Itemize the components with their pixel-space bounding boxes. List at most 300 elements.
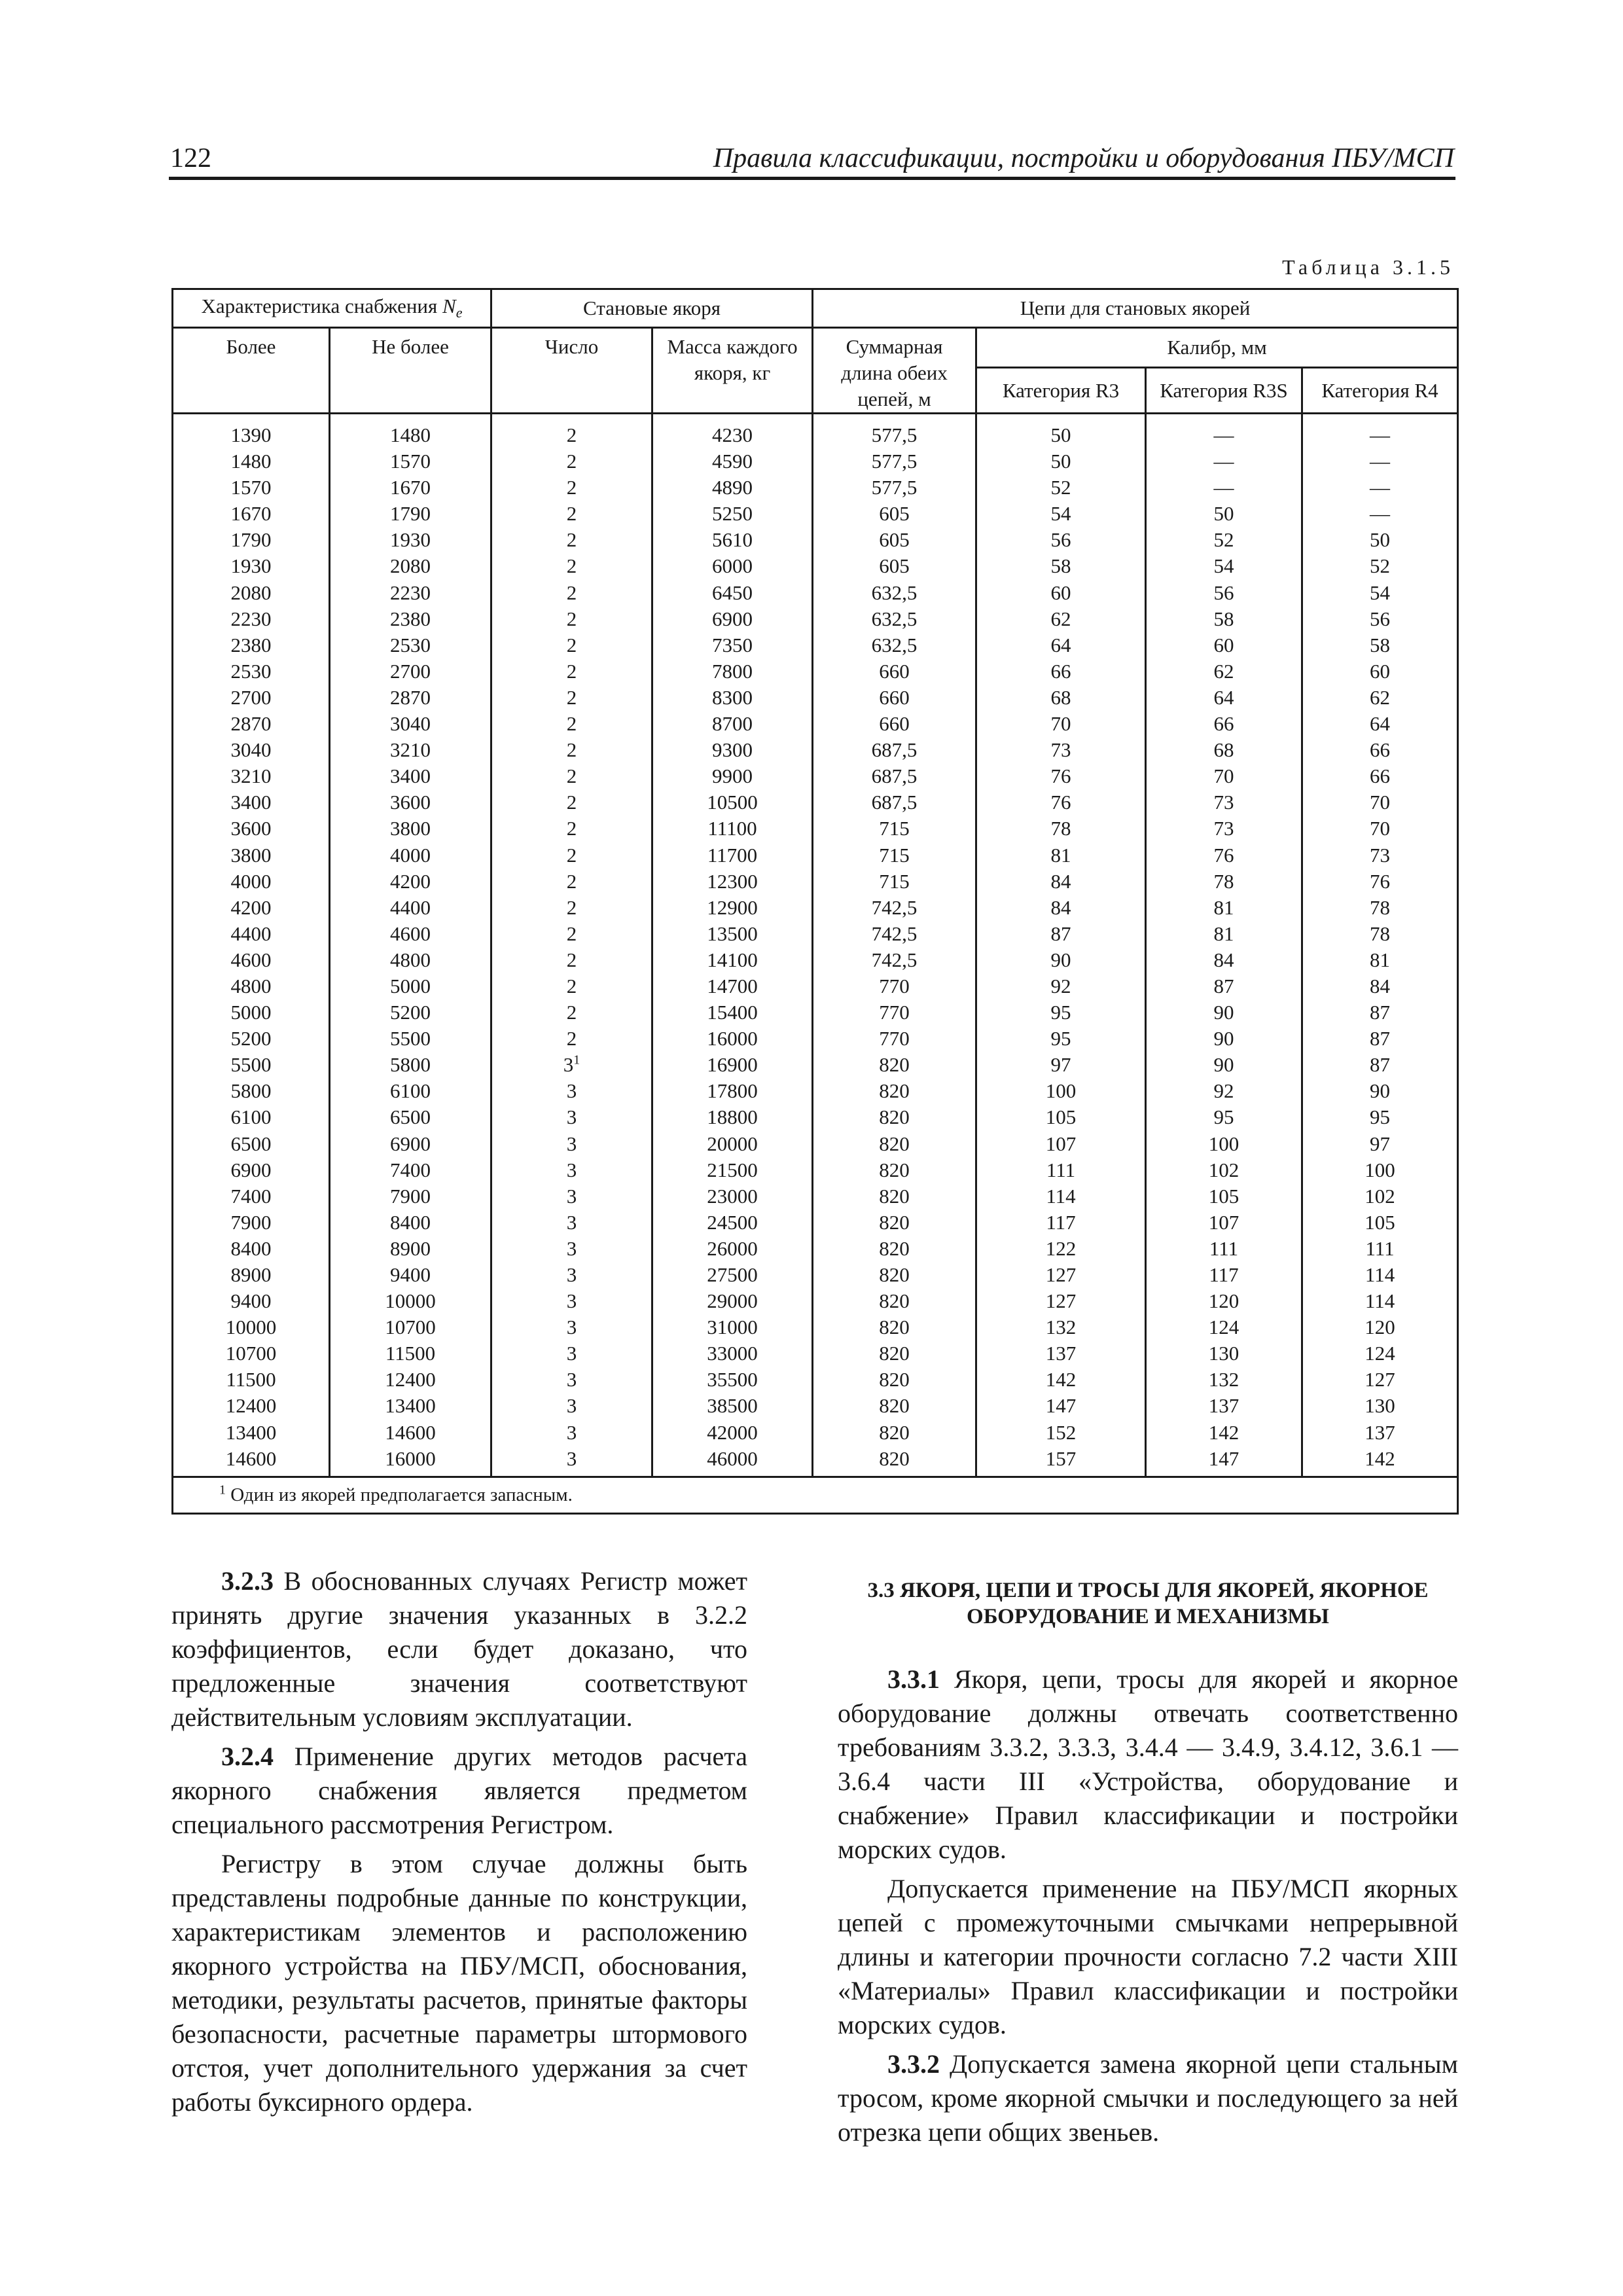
table-cell: 12900 — [652, 895, 813, 921]
table-row — [173, 1157, 1458, 1183]
table-cell: 2 — [491, 895, 652, 921]
table-cell: 16000 — [330, 1446, 491, 1477]
table-cell: 24500 — [652, 1210, 813, 1236]
paragraph-chain-links: Допускается применение на ПБУ/МСП якорных цепей с промежуточными смычками непрерывной длины и категории прочности согласно 7.2 части XIII «Материалы» Правил классификации и постройки морских судов. — [838, 1874, 1458, 2039]
table-cell: 4800 — [330, 947, 491, 973]
table-cell: 1480 — [330, 414, 491, 449]
table-cell: 1670 — [330, 475, 491, 501]
table-cell: 5500 — [173, 1052, 330, 1078]
table-cell: 70 — [1146, 763, 1302, 789]
table-row — [173, 1446, 1458, 1477]
table-row — [173, 842, 1458, 869]
table-cell: 66 — [976, 658, 1146, 685]
table-cell: 111 — [1302, 1236, 1458, 1262]
table-row — [173, 414, 1458, 449]
table-cell: 660 — [813, 711, 976, 737]
table-cell: 50 — [1302, 527, 1458, 553]
table-cell: 4590 — [652, 448, 813, 475]
table-cell: 33000 — [652, 1340, 813, 1367]
table-row — [173, 999, 1458, 1026]
table-cell: 68 — [1146, 737, 1302, 763]
table-cell: 2700 — [173, 685, 330, 711]
page-number: 122 — [170, 143, 211, 173]
table-cell: 2230 — [330, 580, 491, 606]
table-row — [173, 553, 1458, 579]
table-cell: 95 — [1146, 1104, 1302, 1130]
table-cell: 97 — [976, 1052, 1146, 1078]
header-r3: Категория R3 — [976, 368, 1146, 414]
table-cell: 87 — [1146, 973, 1302, 999]
running-title: Правила классификации, постройки и оборудования ПБУ/МСП — [713, 143, 1454, 173]
table-cell: 73 — [976, 737, 1146, 763]
table-cell: 64 — [976, 632, 1146, 658]
table-cell: 742,5 — [813, 895, 976, 921]
table-cell: 1930 — [173, 553, 330, 579]
table-cell: 632,5 — [813, 580, 976, 606]
table-cell: 95 — [1302, 1104, 1458, 1130]
table-cell: 8900 — [173, 1262, 330, 1288]
table-row — [173, 1420, 1458, 1446]
table-cell: 147 — [976, 1393, 1146, 1419]
table-row — [173, 1052, 1458, 1078]
table-cell: 117 — [976, 1210, 1146, 1236]
table-cell: 50 — [976, 414, 1146, 449]
table-row — [173, 606, 1458, 632]
table-cell: 2 — [491, 606, 652, 632]
table-cell: 4800 — [173, 973, 330, 999]
table-cell: 3 — [491, 1393, 652, 1419]
table-cell: 820 — [813, 1183, 976, 1210]
table-cell: 66 — [1146, 711, 1302, 737]
table-cell: 3 — [491, 1183, 652, 1210]
table-cell: 3210 — [173, 763, 330, 789]
table-cell: 56 — [976, 527, 1146, 553]
table-cell: 715 — [813, 842, 976, 869]
table-cell: 127 — [976, 1288, 1146, 1314]
table-cell: 820 — [813, 1314, 976, 1340]
table-cell: 84 — [976, 895, 1146, 921]
table-cell: 35500 — [652, 1367, 813, 1393]
table-cell: $3^1$ — [491, 1052, 652, 1078]
table-cell: 770 — [813, 999, 976, 1026]
table-cell: 6900 — [652, 606, 813, 632]
table-cell: 73 — [1146, 816, 1302, 842]
table-cell: 632,5 — [813, 632, 976, 658]
paragraph-3-2-4: 3.2.4 Применение других методов расчета якорного снабжения является предметом специального рассмотрения Регистром. — [171, 1742, 747, 1839]
table-cell: 16900 — [652, 1052, 813, 1078]
table-cell: 2 — [491, 947, 652, 973]
table-cell: 3 — [491, 1078, 652, 1104]
table-cell: 3 — [491, 1210, 652, 1236]
table-cell: 820 — [813, 1288, 976, 1314]
table-cell: 14600 — [330, 1420, 491, 1446]
table-cell: 6000 — [652, 553, 813, 579]
table-cell: 90 — [1302, 1078, 1458, 1104]
table-cell: 15400 — [652, 999, 813, 1026]
table-row — [173, 1262, 1458, 1288]
table-cell: 13500 — [652, 921, 813, 947]
table-cell: 84 — [976, 869, 1146, 895]
table-cell: 2 — [491, 973, 652, 999]
table-cell: 6100 — [330, 1078, 491, 1104]
table-cell: 16000 — [652, 1026, 813, 1052]
table-cell: 137 — [1302, 1420, 1458, 1446]
table-cell: 2 — [491, 869, 652, 895]
table-cell: 50 — [976, 448, 1146, 475]
table-cell: 577,5 — [813, 475, 976, 501]
table-cell: 715 — [813, 816, 976, 842]
table-cell: 742,5 — [813, 921, 976, 947]
table-cell: 605 — [813, 553, 976, 579]
table-cell: 3210 — [330, 737, 491, 763]
table-cell: 2 — [491, 632, 652, 658]
table-cell: 10000 — [173, 1314, 330, 1340]
table-row — [173, 685, 1458, 711]
table-cell: 2 — [491, 448, 652, 475]
table-cell: 142 — [1302, 1446, 1458, 1477]
table-cell: 632,5 — [813, 606, 976, 632]
table-cell: 52 — [1146, 527, 1302, 553]
table-row — [173, 501, 1458, 527]
table-cell: 11100 — [652, 816, 813, 842]
table-cell: 3 — [491, 1131, 652, 1157]
table-cell: 114 — [1302, 1288, 1458, 1314]
table-cell: 56 — [1302, 606, 1458, 632]
table-cell: 73 — [1302, 842, 1458, 869]
header-more-than: Более — [173, 328, 330, 414]
paragraph-3-3-1: 3.3.1 Якоря, цепи, тросы для якорей и якорное оборудование должны отвечать соответственно требованиям 3.3.2, 3.3.3, 3.4.4 — 3.4.9, 3.4.12, 3.6.1 — 3.6.4 части III «Устройства, оборудование и снабжение» Правил классификации и постройки морских судов. — [838, 1664, 1458, 1864]
table-row — [173, 816, 1458, 842]
header-mass: Масса каждого якоря, кг — [652, 328, 813, 414]
table-cell: 2 — [491, 580, 652, 606]
table-cell: 76 — [1146, 842, 1302, 869]
table-row — [173, 475, 1458, 501]
table-footnote: $^1$ Один из якорей предполагается запасным. — [173, 1477, 1458, 1513]
table-cell: 23000 — [652, 1183, 813, 1210]
table-cell: 84 — [1302, 973, 1458, 999]
table-cell: 90 — [1146, 1052, 1302, 1078]
table-row — [173, 921, 1458, 947]
table-cell: 152 — [976, 1420, 1146, 1446]
table-cell: 4200 — [330, 869, 491, 895]
table-cell: 157 — [976, 1446, 1146, 1477]
table-cell: 6100 — [173, 1104, 330, 1130]
table-cell: 9400 — [330, 1262, 491, 1288]
table-row — [173, 711, 1458, 737]
table-cell: 2 — [491, 763, 652, 789]
table-cell: 10700 — [330, 1314, 491, 1340]
table-cell: 820 — [813, 1078, 976, 1104]
table-cell: 820 — [813, 1052, 976, 1078]
table-cell: 3 — [491, 1340, 652, 1367]
table-cell: 577,5 — [813, 414, 976, 449]
table-cell: 70 — [1302, 789, 1458, 816]
table-cell: 3600 — [173, 816, 330, 842]
table-cell: 14100 — [652, 947, 813, 973]
table-cell: 820 — [813, 1236, 976, 1262]
table-cell: 2530 — [330, 632, 491, 658]
table-cell: 76 — [976, 763, 1146, 789]
table-cell: 137 — [976, 1340, 1146, 1367]
table-row — [173, 1288, 1458, 1314]
table-cell: 127 — [976, 1262, 1146, 1288]
table-cell: 3800 — [173, 842, 330, 869]
table-cell: 660 — [813, 685, 976, 711]
table-cell: 2870 — [330, 685, 491, 711]
table-cell: 2 — [491, 553, 652, 579]
table-cell: 820 — [813, 1367, 976, 1393]
table-cell: 29000 — [652, 1288, 813, 1314]
table-cell: 66 — [1302, 737, 1458, 763]
table-cell: 1480 — [173, 448, 330, 475]
table-cell: 147 — [1146, 1446, 1302, 1477]
table-cell: 7800 — [652, 658, 813, 685]
table-cell: 820 — [813, 1210, 976, 1236]
table-cell: 105 — [1302, 1210, 1458, 1236]
table-cell: 87 — [1302, 1026, 1458, 1052]
table-cell: 58 — [1302, 632, 1458, 658]
table-row — [173, 973, 1458, 999]
table-cell: 78 — [976, 816, 1146, 842]
table-cell: 62 — [1146, 658, 1302, 685]
table-cell: 14600 — [173, 1446, 330, 1477]
table-cell: 10500 — [652, 789, 813, 816]
table-cell: 70 — [1302, 816, 1458, 842]
table-cell: 42000 — [652, 1420, 813, 1446]
table-cell: 18800 — [652, 1104, 813, 1130]
table-cell: 3600 — [330, 789, 491, 816]
table-cell: 820 — [813, 1393, 976, 1419]
table-row — [173, 448, 1458, 475]
table-cell: 5800 — [173, 1078, 330, 1104]
table-cell: 2 — [491, 842, 652, 869]
table-cell: 1930 — [330, 527, 491, 553]
table-cell: 132 — [976, 1314, 1146, 1340]
table-cell: 687,5 — [813, 763, 976, 789]
table-cell: 820 — [813, 1104, 976, 1130]
table-cell: 107 — [976, 1131, 1146, 1157]
table-row — [173, 1131, 1458, 1157]
table-cell: 687,5 — [813, 737, 976, 763]
header-chains: Цепи для становых якорей — [813, 289, 1458, 328]
table-cell: 5000 — [173, 999, 330, 1026]
table-cell: 92 — [1146, 1078, 1302, 1104]
table-cell: 2 — [491, 527, 652, 553]
table-row — [173, 763, 1458, 789]
table-cell: 3 — [491, 1157, 652, 1183]
table-cell: 577,5 — [813, 448, 976, 475]
table-cell: 12400 — [173, 1393, 330, 1419]
table-cell: 92 — [976, 973, 1146, 999]
table-cell: 4000 — [330, 842, 491, 869]
table-cell: 58 — [976, 553, 1146, 579]
table-cell: 10700 — [173, 1340, 330, 1367]
table-cell: 102 — [1146, 1157, 1302, 1183]
table-row — [173, 1367, 1458, 1393]
table-cell: 132 — [1146, 1367, 1302, 1393]
table-cell: 1670 — [173, 501, 330, 527]
table-row — [173, 1314, 1458, 1340]
table-cell: 100 — [1146, 1131, 1302, 1157]
table-cell: 142 — [1146, 1420, 1302, 1446]
header-chain-length: Суммарная длина обеих цепей, м — [813, 328, 976, 414]
paragraph-3-2-3: 3.2.3 В обоснованных случаях Регистр может принять другие значения указанных в 3.2.2 коэффициентов, если будет доказано, что предложенные значения соответствуют действительным условиям эксплуатации. — [171, 1566, 747, 1732]
table-cell: 62 — [976, 606, 1146, 632]
table-cell: 770 — [813, 973, 976, 999]
table-cell: 715 — [813, 869, 976, 895]
table-row — [173, 580, 1458, 606]
table-cell: 660 — [813, 658, 976, 685]
table-cell: 820 — [813, 1262, 976, 1288]
table-cell: — — [1146, 475, 1302, 501]
table-row — [173, 789, 1458, 816]
table-cell: 2 — [491, 737, 652, 763]
table-cell: 13400 — [173, 1420, 330, 1446]
table-cell: 4400 — [173, 921, 330, 947]
table-cell: 50 — [1146, 501, 1302, 527]
table-cell: 95 — [976, 1026, 1146, 1052]
table-cell: 68 — [976, 685, 1146, 711]
table-cell: 142 — [976, 1367, 1146, 1393]
table-cell: 3 — [491, 1420, 652, 1446]
table-cell: 3 — [491, 1314, 652, 1340]
table-cell: 3400 — [173, 789, 330, 816]
table-cell: 2 — [491, 789, 652, 816]
table-cell: 605 — [813, 501, 976, 527]
table-cell: 11500 — [173, 1367, 330, 1393]
table-cell: 3040 — [330, 711, 491, 737]
table-cell: 100 — [976, 1078, 1146, 1104]
table-row — [173, 527, 1458, 553]
table-cell: 12300 — [652, 869, 813, 895]
table-cell: 687,5 — [813, 789, 976, 816]
table-cell: 742,5 — [813, 947, 976, 973]
table-row — [173, 1026, 1458, 1052]
table-cell: 2 — [491, 658, 652, 685]
table-cell: 87 — [976, 921, 1146, 947]
table-cell: 2 — [491, 501, 652, 527]
table-cell: 78 — [1302, 895, 1458, 921]
table-cell: 124 — [1302, 1340, 1458, 1367]
table-cell: 5200 — [330, 999, 491, 1026]
table-cell: 3040 — [173, 737, 330, 763]
table-cell: 105 — [976, 1104, 1146, 1130]
table-cell: 122 — [976, 1236, 1146, 1262]
table-cell: 6450 — [652, 580, 813, 606]
table-cell: 1570 — [330, 448, 491, 475]
table-cell: 5200 — [173, 1026, 330, 1052]
table-cell: 17800 — [652, 1078, 813, 1104]
table-row — [173, 632, 1458, 658]
table-row — [173, 1340, 1458, 1367]
table-cell: 2 — [491, 999, 652, 1026]
table-cell: 81 — [1302, 947, 1458, 973]
table-body — [173, 414, 1458, 1477]
table-cell: 14700 — [652, 973, 813, 999]
table-cell: 3800 — [330, 816, 491, 842]
table-cell: 78 — [1146, 869, 1302, 895]
table-cell: 5800 — [330, 1052, 491, 1078]
table-cell: 137 — [1146, 1393, 1302, 1419]
table-cell: 4600 — [173, 947, 330, 973]
table-cell: 102 — [1302, 1183, 1458, 1210]
table-row — [173, 1236, 1458, 1262]
table-cell: 84 — [1146, 947, 1302, 973]
table-cell: 9900 — [652, 763, 813, 789]
table-cell: 21500 — [652, 1157, 813, 1183]
table-cell: — — [1302, 414, 1458, 449]
table-cell: 12400 — [330, 1367, 491, 1393]
table-cell: 97 — [1302, 1131, 1458, 1157]
table-cell: 820 — [813, 1420, 976, 1446]
table-cell: 81 — [1146, 895, 1302, 921]
table-row — [173, 1210, 1458, 1236]
table-cell: 105 — [1146, 1183, 1302, 1210]
table-cell: 87 — [1302, 999, 1458, 1026]
table-cell: 9300 — [652, 737, 813, 763]
table-cell: 2230 — [173, 606, 330, 632]
table-cell: 8400 — [330, 1210, 491, 1236]
table-cell: 27500 — [652, 1262, 813, 1288]
table-cell: 107 — [1146, 1210, 1302, 1236]
table-cell: 76 — [976, 789, 1146, 816]
table-cell: 2080 — [173, 580, 330, 606]
table-cell: 4000 — [173, 869, 330, 895]
table-cell: 120 — [1146, 1288, 1302, 1314]
table-cell: 5500 — [330, 1026, 491, 1052]
table-cell: 2 — [491, 1026, 652, 1052]
table-row — [173, 737, 1458, 763]
table-cell: 7400 — [173, 1183, 330, 1210]
table-cell: 4890 — [652, 475, 813, 501]
paragraph-3-3-2: 3.3.2 Допускается замена якорной цепи стальным тросом, кроме якорной смычки и последующего за ней отрезка цепи общих звеньев. — [838, 2049, 1458, 2147]
table-cell: 770 — [813, 1026, 976, 1052]
right-text-column — [838, 1564, 1458, 2155]
table-cell: 8300 — [652, 685, 813, 711]
table-cell: 1790 — [330, 501, 491, 527]
table-cell: 66 — [1302, 763, 1458, 789]
table-row — [173, 869, 1458, 895]
table-cell: 130 — [1146, 1340, 1302, 1367]
table-cell: 54 — [1302, 580, 1458, 606]
table-cell: 70 — [976, 711, 1146, 737]
table-cell: 3400 — [330, 763, 491, 789]
table-cell: 73 — [1146, 789, 1302, 816]
table-cell: 9400 — [173, 1288, 330, 1314]
table-cell: 60 — [1146, 632, 1302, 658]
table-row — [173, 1183, 1458, 1210]
table-cell: 7900 — [330, 1183, 491, 1210]
table-cell: 7350 — [652, 632, 813, 658]
table-cell: 81 — [976, 842, 1146, 869]
table-cell: 111 — [976, 1157, 1146, 1183]
table-cell: 2 — [491, 816, 652, 842]
table-cell: 2380 — [173, 632, 330, 658]
table-cell: 3 — [491, 1367, 652, 1393]
table-cell: 114 — [1302, 1262, 1458, 1288]
table-cell: 120 — [1302, 1314, 1458, 1340]
table-cell: 6500 — [330, 1104, 491, 1130]
table-cell: 7900 — [173, 1210, 330, 1236]
header-characteristic: Характеристика снабжения $N_e$ — [173, 289, 491, 328]
table-cell: 2700 — [330, 658, 491, 685]
table-cell: 76 — [1302, 869, 1458, 895]
table-cell: 114 — [976, 1183, 1146, 1210]
table-cell: 5250 — [652, 501, 813, 527]
table-row — [173, 658, 1458, 685]
table-cell: 81 — [1146, 921, 1302, 947]
table-row — [173, 1104, 1458, 1130]
